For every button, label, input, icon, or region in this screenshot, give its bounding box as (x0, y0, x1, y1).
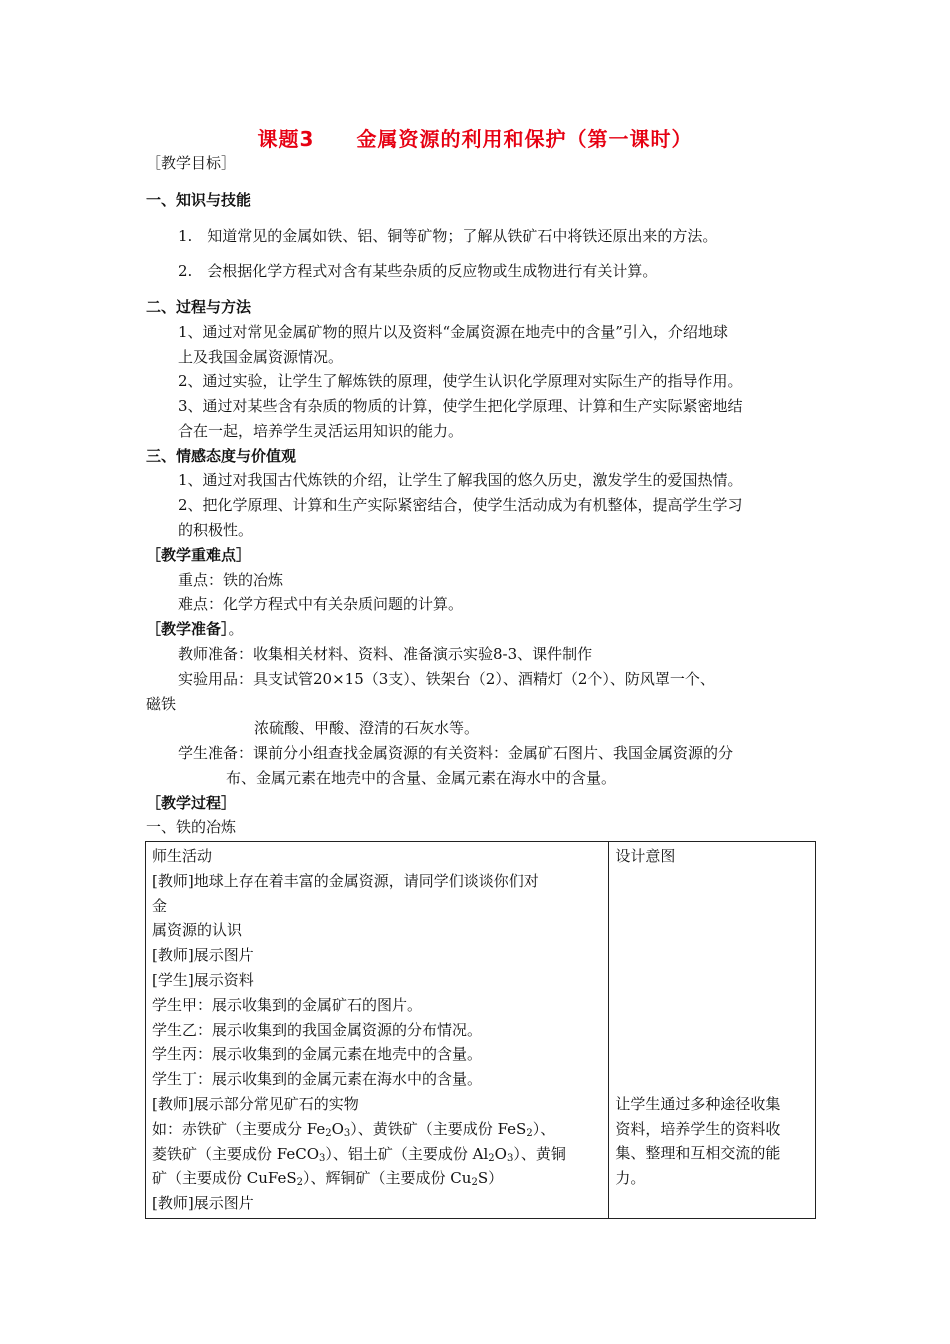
activity-line: 学生甲：展示收集到的金属矿石的图片。 (152, 995, 423, 1014)
knowledge-item-1: 1. 知道常见的金属如铁、铝、铜等矿物；了解从铁矿石中将铁还原出来的方法。 (178, 227, 718, 245)
section-process-method-heading: 二、过程与方法 (146, 298, 252, 316)
attitude-line-3: 的积极性。 (178, 521, 254, 539)
ore-line-2 (152, 1142, 602, 1167)
ore-text: ）、辉铜矿（主要成份 Cu (303, 1169, 472, 1188)
design-intent-line: 力。 (615, 1169, 646, 1188)
ore-text: 矿（主要成份 CuFeS (152, 1169, 297, 1188)
preparation-heading-text: ［教学准备］ (146, 620, 229, 638)
ore-text: O (331, 1119, 344, 1138)
key-point: 重点：铁的冶炼 (178, 571, 284, 589)
ore-text: 如：赤铁矿（主要成分 Fe (152, 1119, 326, 1138)
activity-line: [教师]展示图片 (152, 946, 254, 965)
teacher-student-activity-cell (146, 842, 609, 1219)
ore-sub: 2 (296, 1177, 304, 1189)
attitude-line-2: 2、把化学原理、计算和生产实际紧密结合，使学生活动成为有机整体，提高学生学习 (178, 496, 743, 514)
activity-line: 学生丙：展示收集到的金属元素在地壳中的含量。 (152, 1045, 483, 1064)
activity-line: [教师]展示部分常见矿石的实物 (152, 1094, 359, 1113)
ore-text: ）、 (532, 1119, 556, 1138)
page-title: 课题3 金属资源的利用和保护（第一课时） (257, 127, 693, 151)
process-method-line-4: 3、通过对某些含有杂质的物质的计算，使学生把化学原理、计算和生产实际紧密地结 (178, 397, 743, 415)
preparation-line-1: 教师准备：收集相关材料、资料、准备演示实验8-3、课件制作 (178, 645, 593, 663)
design-intent-line: 让学生通过多种途径收集 (615, 1094, 781, 1113)
attitude-line-1: 1、通过对我国古代炼铁的介绍，让学生了解我国的悠久历史，激发学生的爱国热情。 (178, 471, 743, 489)
activity-line: 金 (152, 896, 168, 915)
design-intent-line: 资料，培养学生的资料收 (615, 1119, 781, 1138)
section-knowledge-heading: 一、知识与技能 (146, 191, 252, 209)
preparation-line-2: 实验用品：具支试管20×15（3支）、铁架台（2）、酒精灯（2个）、防风罩一个、 (178, 670, 715, 688)
ore-sub: 3 (319, 1152, 326, 1164)
process-method-line-3: 2、通过实验，让学生了解炼铁的原理，使学生认识化学原理对实际生产的指导作用。 (178, 372, 743, 390)
activity-line: 学生丁：展示收集到的金属元素在海水中的含量。 (152, 1070, 483, 1089)
preparation-line-6: 布、金属元素在地壳中的含量、金属元素在海水中的含量。 (226, 769, 617, 787)
iron-smelting-subheading: 一、铁的冶炼 (146, 818, 237, 836)
preparation-line-3: 磁铁 (146, 695, 177, 713)
ore-text: O (494, 1144, 507, 1163)
ore-sub: 2 (526, 1127, 533, 1139)
process-method-line-5: 合在一起，培养学生灵活运用知识的能力。 (178, 422, 464, 440)
design-intent-cell (609, 842, 816, 1219)
process-method-line-1: 1、通过对常见金属矿物的照片以及资料“金属资源在地壳中的含量”引入，介绍地球 (178, 323, 728, 341)
preparation-line-4: 浓硫酸、甲酸、澄清的石灰水等。 (254, 719, 480, 737)
activity-line: [学生]展示资料 (152, 970, 254, 989)
preparation-heading (146, 619, 244, 639)
ore-text: 菱铁矿（主要成份 FeCO (152, 1144, 320, 1163)
preparation-heading-suffix: 。 (228, 620, 244, 638)
activity-header: 师生活动 (152, 847, 213, 865)
ore-text: S） (477, 1169, 504, 1188)
ore-text: ）、黄铜 (513, 1144, 566, 1163)
ore-sub: 2 (488, 1152, 495, 1164)
table-row (146, 842, 816, 1219)
ore-sub: 3 (506, 1152, 514, 1164)
design-intent-header: 设计意图 (615, 847, 676, 865)
activity-line: [教师]展示图片 (152, 1194, 254, 1213)
ore-text: ）、黄铁矿（主要成份 FeS (350, 1119, 527, 1138)
section-attitude-heading: 三、情感态度与价值观 (146, 447, 297, 465)
activity-line: [教师]地球上存在着丰富的金属资源，请同学们谈谈你们对 (152, 871, 539, 890)
difficult-point: 难点：化学方程式中有关杂质问题的计算。 (178, 595, 464, 613)
knowledge-item-2: 2. 会根据化学方程式对含有某些杂质的反应物或生成物进行有关计算。 (178, 262, 658, 280)
activity-line: 学生乙：展示收集到的我国金属资源的分布情况。 (152, 1020, 483, 1039)
preparation-line-5: 学生准备：课前分小组查找金属资源的有关资料：金属矿石图片、我国金属资源的分 (178, 744, 734, 762)
ore-sub: 3 (343, 1127, 351, 1139)
process-method-line-2: 上及我国金属资源情况。 (178, 348, 344, 366)
design-intent-line: 集、整理和互相交流的能 (615, 1144, 781, 1163)
teaching-process-table (145, 841, 816, 1219)
key-difficult-heading: ［教学重难点］ (146, 546, 252, 564)
ore-sub: 2 (325, 1127, 332, 1139)
spacer (615, 869, 809, 1092)
ore-sub: 2 (471, 1177, 478, 1189)
ore-line-3 (152, 1166, 602, 1191)
activity-line: 属资源的认识 (152, 921, 243, 940)
ore-line-1 (152, 1117, 602, 1142)
teaching-goals-heading: ［教学目标］ (146, 154, 237, 172)
teaching-process-heading: ［教学过程］ (146, 794, 237, 812)
ore-text: ）、铝土矿（主要成份 Al (325, 1144, 489, 1163)
